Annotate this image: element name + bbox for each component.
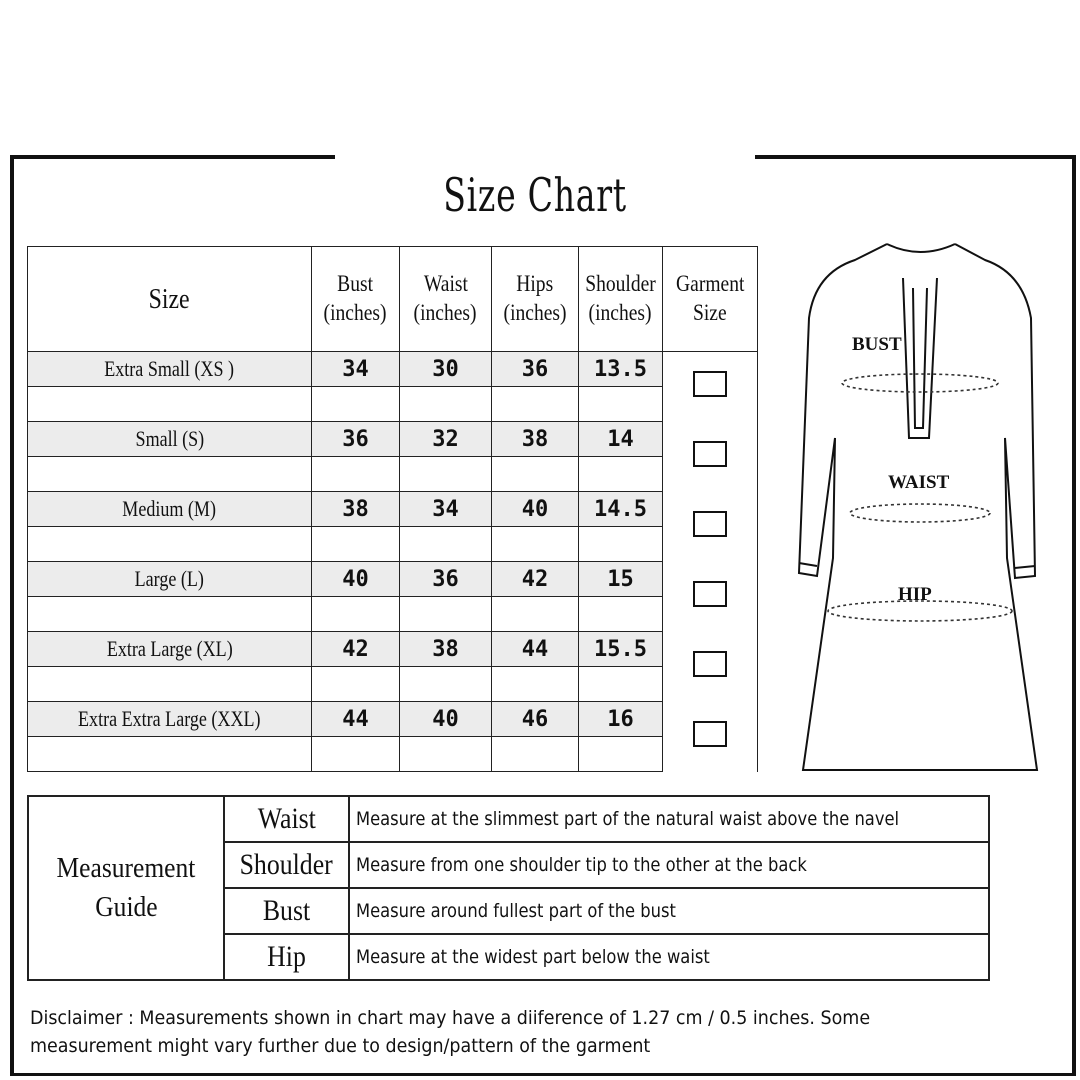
bust-value: 42 bbox=[312, 632, 400, 667]
size-table bbox=[27, 246, 758, 772]
size-xs-checkbox[interactable] bbox=[693, 371, 727, 397]
size-xl-checkbox[interactable] bbox=[693, 651, 727, 677]
guide-row bbox=[28, 796, 989, 842]
bust-value: 34 bbox=[312, 352, 400, 387]
size-xxl-checkbox[interactable] bbox=[693, 721, 727, 747]
shoulder-value: 15.5 bbox=[579, 632, 663, 667]
spacer-row bbox=[28, 597, 758, 632]
spacer-row bbox=[28, 527, 758, 562]
table-row bbox=[28, 422, 758, 457]
header-garment-size: Garment Size bbox=[663, 247, 758, 352]
table-row bbox=[28, 492, 758, 527]
size-m-checkbox[interactable] bbox=[693, 511, 727, 537]
guide-desc: Measure at the widest part below the waist bbox=[349, 934, 989, 980]
guide-desc: Measure from one shoulder tip to the other at the back bbox=[349, 842, 989, 888]
garment-size-cell bbox=[663, 422, 758, 492]
guide-label: Measurement Guide bbox=[28, 796, 224, 980]
spacer-row bbox=[28, 457, 758, 492]
guide-part: Waist bbox=[224, 796, 349, 842]
garment-size-cell bbox=[663, 632, 758, 702]
size-name: Extra Extra Large (XXL) bbox=[28, 702, 312, 737]
hips-value: 40 bbox=[492, 492, 579, 527]
hips-value: 36 bbox=[492, 352, 579, 387]
garment-size-cell bbox=[663, 492, 758, 562]
size-name: Medium (M) bbox=[28, 492, 312, 527]
measurement-guide-table bbox=[27, 795, 990, 981]
guide-desc: Measure at the slimmest part of the natural waist above the navel bbox=[349, 796, 989, 842]
spacer-row bbox=[28, 737, 758, 772]
hips-value: 42 bbox=[492, 562, 579, 597]
waist-value: 40 bbox=[400, 702, 492, 737]
bust-value: 40 bbox=[312, 562, 400, 597]
guide-part: Hip bbox=[224, 934, 349, 980]
size-name: Extra Small (XS ) bbox=[28, 352, 312, 387]
shoulder-value: 14.5 bbox=[579, 492, 663, 527]
table-row bbox=[28, 632, 758, 667]
size-name: Extra Large (XL) bbox=[28, 632, 312, 667]
hips-value: 46 bbox=[492, 702, 579, 737]
hips-value: 44 bbox=[492, 632, 579, 667]
waist-value: 30 bbox=[400, 352, 492, 387]
bust-value: 36 bbox=[312, 422, 400, 457]
guide-part: Bust bbox=[224, 888, 349, 934]
bust-line bbox=[842, 374, 998, 392]
header-bust: Bust (inches) bbox=[312, 247, 400, 352]
header-waist: Waist (inches) bbox=[400, 247, 492, 352]
size-table-header bbox=[28, 247, 758, 352]
waist-label: WAIST bbox=[888, 472, 950, 493]
guide-part: Shoulder bbox=[224, 842, 349, 888]
header-hips: Hips (inches) bbox=[492, 247, 579, 352]
frame-title-gap bbox=[335, 152, 755, 162]
bust-label: BUST bbox=[852, 334, 902, 355]
hips-value: 38 bbox=[492, 422, 579, 457]
header-size: Size bbox=[28, 247, 312, 352]
table-row bbox=[28, 702, 758, 737]
garment-size-cell bbox=[663, 562, 758, 632]
garment-size-cell bbox=[663, 352, 758, 422]
waist-value: 34 bbox=[400, 492, 492, 527]
shoulder-value: 15 bbox=[579, 562, 663, 597]
size-l-checkbox[interactable] bbox=[693, 581, 727, 607]
waist-value: 32 bbox=[400, 422, 492, 457]
table-row bbox=[28, 352, 758, 387]
garment-size-cell bbox=[663, 702, 758, 772]
shoulder-value: 13.5 bbox=[579, 352, 663, 387]
header-shoulder: Shoulder (inches) bbox=[579, 247, 663, 352]
shoulder-value: 14 bbox=[579, 422, 663, 457]
disclaimer: Disclaimer : Measurements shown in chart may have a diiference of 1.27 cm / 0.5 inches. Some measurement might vary further due to design/pattern of the garment bbox=[30, 1007, 871, 1057]
hip-label: HIP bbox=[898, 584, 932, 605]
page-title: Size Chart bbox=[443, 168, 627, 222]
bust-value: 44 bbox=[312, 702, 400, 737]
spacer-row bbox=[28, 667, 758, 702]
bust-value: 38 bbox=[312, 492, 400, 527]
spacer-row bbox=[28, 387, 758, 422]
size-name: Large (L) bbox=[28, 562, 312, 597]
kurta-diagram bbox=[795, 238, 1045, 778]
shoulder-value: 16 bbox=[579, 702, 663, 737]
size-name: Small (S) bbox=[28, 422, 312, 457]
guide-desc: Measure around fullest part of the bust bbox=[349, 888, 989, 934]
size-s-checkbox[interactable] bbox=[693, 441, 727, 467]
table-row bbox=[28, 562, 758, 597]
waist-line bbox=[850, 504, 990, 522]
waist-value: 38 bbox=[400, 632, 492, 667]
kurta-outline bbox=[799, 244, 1037, 770]
waist-value: 36 bbox=[400, 562, 492, 597]
